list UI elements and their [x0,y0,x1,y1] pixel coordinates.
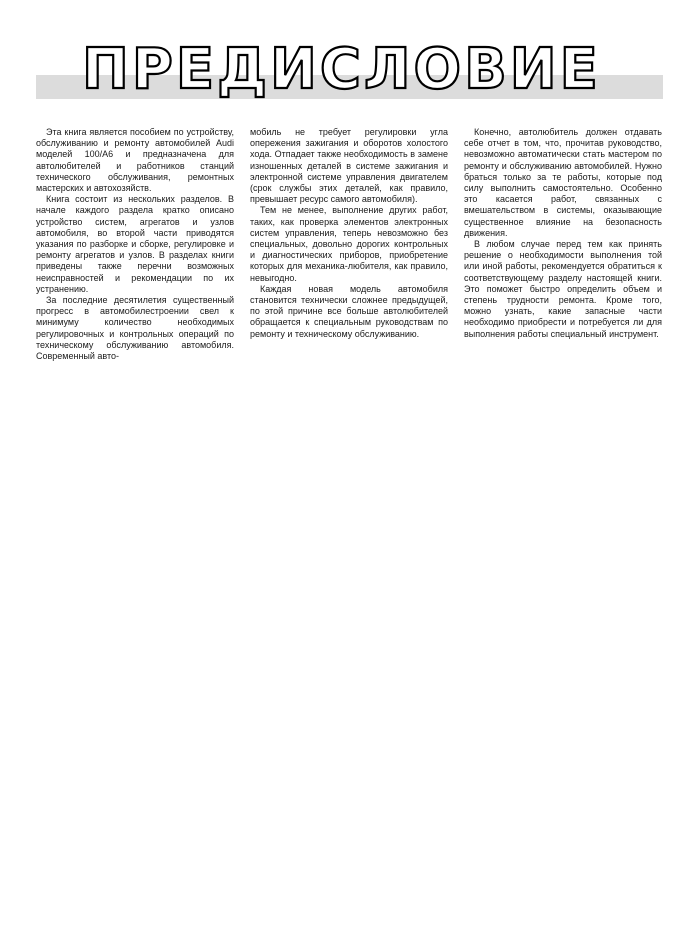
paragraph: Эта книга является пособием по устройству, обслуживанию и ремонту автомобилей Audi моделей 100/А6 и предназначена для автолюбителей и работников станций технического обслуживания, ремонтных мастерских и автохозяйств. [36,127,234,194]
text-column-3 [464,127,662,362]
paragraph: Тем не менее, выполнение других работ, таких, как проверка элементов электронных систем управления, теперь невозможно без специальных, довольно дорогих контрольных и диагностических приборов, приобретение которых для механика-любителя, как правило, невыгодно. [250,205,448,283]
paragraph: Книга состоит из нескольких разделов. В начале каждого раздела кратко описано устройство систем, агрегатов и узлов автомобиля, во второй части приводятся указания по разборке и сборке, регулировке и ремонту агрегатов и узлов. В разделах книги приведены также перечни возможных неисправностей и рекомендации по их устранению. [36,194,234,294]
text-column-1 [36,127,234,362]
page-title: ПРЕДИСЛОВИЕ [82,37,601,102]
paragraph: За последние десятилетия существенный прогресс в автомобилестроении свел к минимуму количество необходимых регулировочных и контрольных операций по техническому обслуживанию автомобиля. Современный авто- [36,295,234,362]
paragraph: В любом случае перед тем как принять решение о необходимости выполнения той или иной работы, рекомендуется обратиться к соответствующему разделу настоящей книги. Это поможет быстро определить объем и степень трудности ремонта. Кроме того, можно узнать, какие запасные части необходимо приобрести и потребуется ли для выполнения работы специальный инструмент. [464,239,662,339]
paragraph: Конечно, автолюбитель должен отдавать себе отчет в том, что, прочитав руководство, невозможно автоматически стать мастером по ремонту и обслуживанию автомобилей. Нужно браться только за те работы, которые под силу выполнить самостоятельно. Особенно это касается работ, связанных с вмешательством в системы, оказывающие существенное влияние на безопасность движения. [464,127,662,238]
text-column-2 [250,127,448,362]
paragraph: Каждая новая модель автомобиля становится технически сложнее предыдущей, по этой причине все больше автолюбителей обращается к специальным руководствам по ремонту и техническому обслуживанию. [250,283,448,339]
paragraph: мобиль не требует регулировки угла опережения зажигания и оборотов холостого хода. Отпадает также необходимость в замене изношенных деталей в системе зажигания и электронной системе управления двигателем (срок службы этих деталей, как правило, превышает ресурс самого автомобиля). [250,127,448,205]
text-columns [36,127,662,362]
